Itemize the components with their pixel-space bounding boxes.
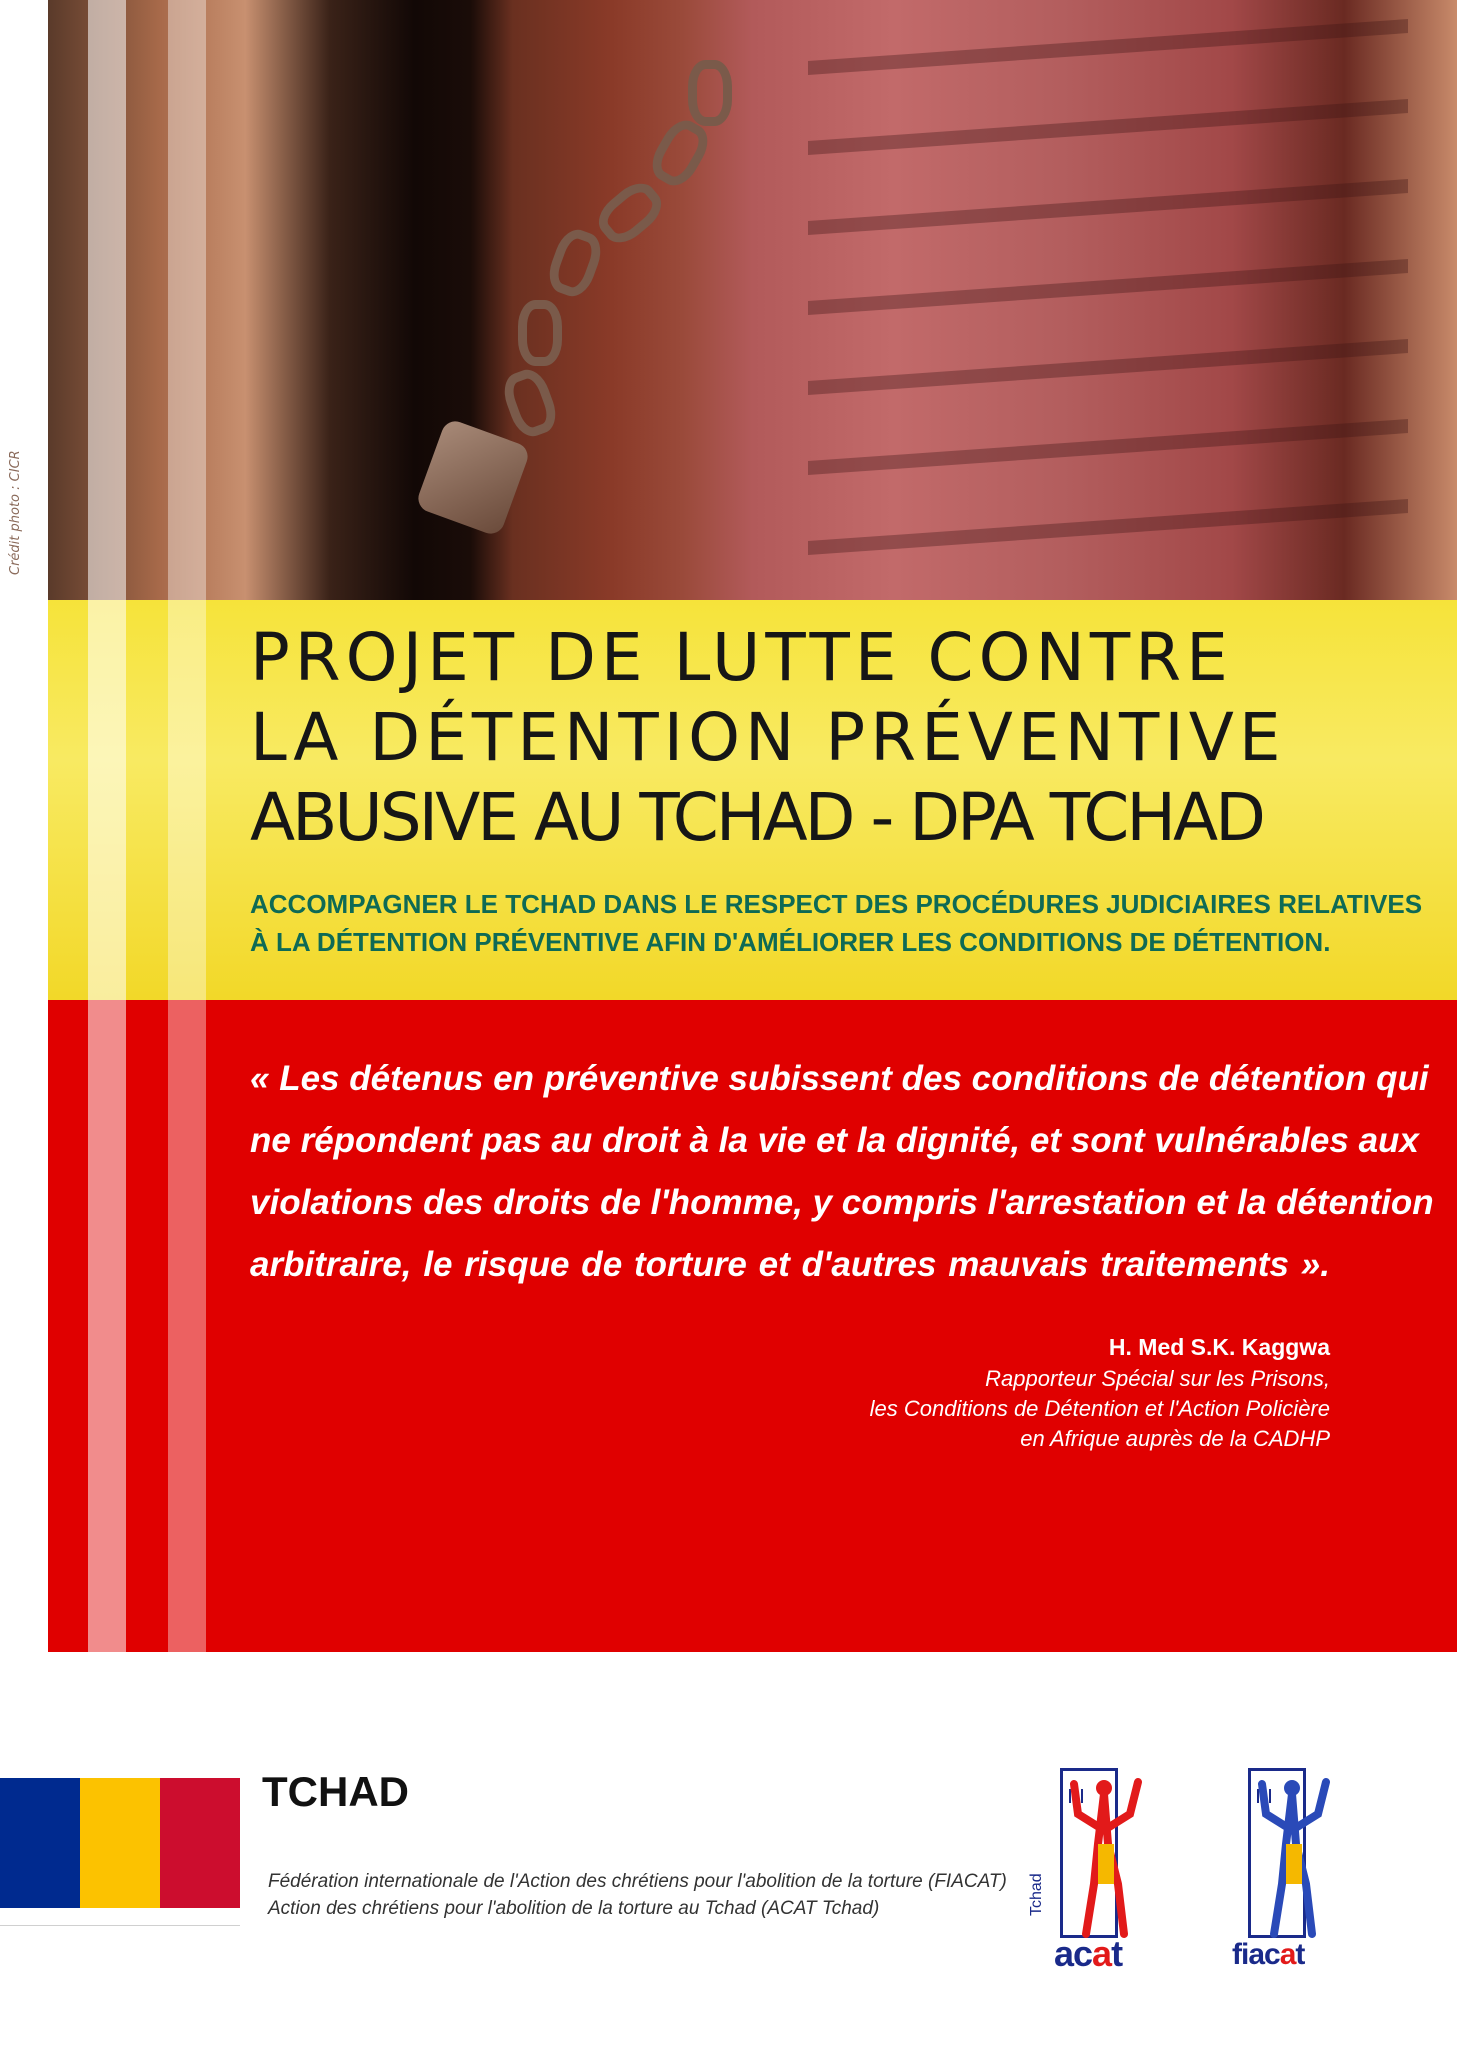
quote-line: violations des droits de l'homme, y compris l'arrestation et la détention xyxy=(250,1183,1434,1222)
shutter-slat xyxy=(808,339,1408,395)
chain-link xyxy=(498,364,562,441)
shutter-slat xyxy=(808,19,1408,75)
divider xyxy=(0,1925,240,1926)
shutter-slat xyxy=(808,259,1408,315)
figure-icon xyxy=(1058,1774,1148,1944)
chain-link xyxy=(591,175,670,251)
chad-flag-yellow xyxy=(80,1778,160,1908)
title-line: LA DÉTENTION PRÉVENTIVE xyxy=(250,699,1286,776)
quote-attribution xyxy=(870,1330,1330,1454)
shutter-slat xyxy=(808,499,1408,555)
author-role: Rapporteur Spécial sur les Prisons, xyxy=(985,1366,1330,1391)
page-title xyxy=(250,618,1330,858)
subtitle-line: À LA DÉTENTION PRÉVENTIVE AFIN D'AMÉLIORER LES CONDITIONS DE DÉTENTION. xyxy=(250,927,1331,957)
shutter-slat xyxy=(808,179,1408,235)
acat-wordmark: acat xyxy=(1054,1933,1123,1974)
fiacat-wordmark: fiacat xyxy=(1232,1938,1305,1971)
organizations xyxy=(268,1868,1007,1922)
title-line: PROJET DE LUTTE CONTRE xyxy=(250,619,1233,696)
decorative-stripe xyxy=(168,0,206,1652)
quote-line: « Les détenus en préventive subissent des conditions de détention qui xyxy=(250,1059,1429,1098)
quote-block xyxy=(250,1048,1434,1296)
padlock-icon xyxy=(414,417,531,537)
quote-line: ne répondent pas au droit à la vie et la dignité, et sont vulnérables aux xyxy=(250,1121,1419,1160)
subtitle-line: ACCOMPAGNER LE TCHAD DANS LE RESPECT DES PROCÉDURES JUDICIAIRES RELATIVES xyxy=(250,889,1423,919)
fiacat-logo xyxy=(1228,1768,1348,1978)
chad-flag-blue xyxy=(0,1778,80,1908)
title-line: ABUSIVE AU TCHAD - DPA TCHAD xyxy=(250,779,1263,856)
author-role: en Afrique auprès de la CADHP xyxy=(1020,1426,1330,1451)
chain-link xyxy=(688,60,732,126)
org-line: Action des chrétiens pour l'abolition de la torture au Tchad (ACAT Tchad) xyxy=(268,1898,880,1919)
figure-icon xyxy=(1246,1774,1336,1944)
cover-photo xyxy=(48,0,1457,600)
author-role: les Conditions de Détention et l'Action Policière xyxy=(869,1396,1330,1421)
shutter-slat xyxy=(808,419,1408,475)
decorative-stripe xyxy=(88,0,126,1652)
chain-link xyxy=(518,300,562,366)
acat-logo xyxy=(1028,1768,1160,1978)
chad-flag-red xyxy=(160,1778,240,1908)
author-name: H. Med S.K. Kaggwa xyxy=(1108,1334,1330,1360)
country-label: TCHAD xyxy=(262,1768,409,1815)
page-subtitle xyxy=(250,885,1423,961)
acat-side-label: Tchad xyxy=(1028,1873,1045,1916)
chain-link xyxy=(543,224,607,301)
quote-line: arbitraire, le risque de torture et d'autres mauvais traitements ». xyxy=(250,1245,1330,1284)
photo-credit: Crédit photo : CICR xyxy=(8,450,23,575)
org-line: Fédération internationale de l'Action des chrétiens pour l'abolition de la torture (FIACAT) xyxy=(268,1871,1007,1892)
shutter-slat xyxy=(808,99,1408,155)
